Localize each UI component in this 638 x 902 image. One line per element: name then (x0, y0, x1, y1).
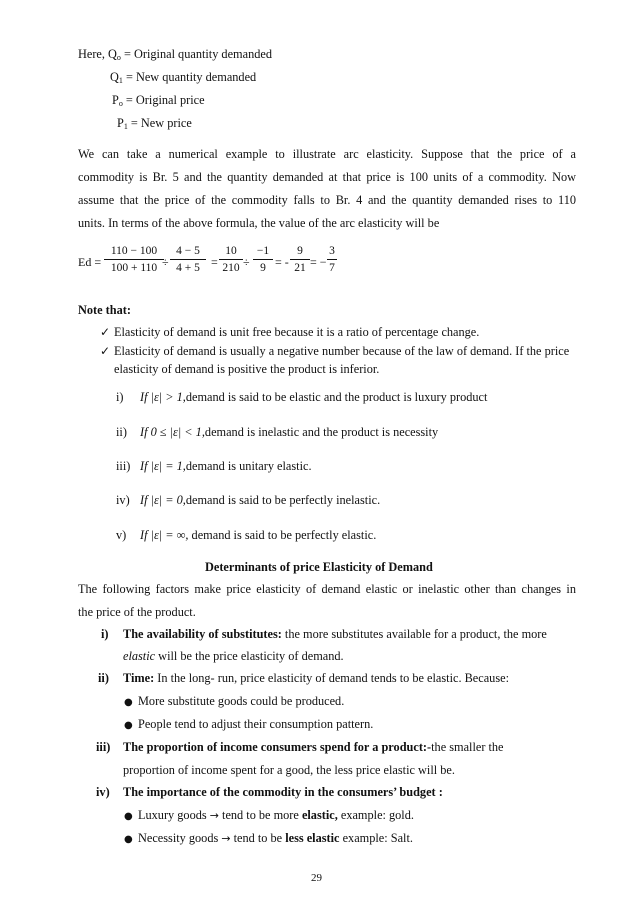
determinants-intro-line-1: The following factors make price elasticity of demand elastic or inelastic other than changes in (78, 582, 576, 596)
fraction-6-denominator: 7 (329, 262, 335, 274)
case-2: ii) If 0 ≤ |ε| < 1,demand is inelastic and the product is necessity (116, 425, 439, 439)
fraction-2-denominator: 4 + 5 (176, 262, 200, 274)
def-q0: Here, $Q_o$ = Original quantity demanded (78, 47, 272, 62)
fraction-4-denominator: 9 (260, 262, 266, 274)
bullet-icon: ● (124, 834, 133, 845)
case-4: iv) If |ε| = 0,demand is said to be perfectly inelastic. (116, 493, 381, 507)
note-item-1: ✓ Elasticity of demand is unit free because it is a ratio of percentage change. (100, 325, 480, 339)
fraction-2 (170, 245, 206, 274)
time-bullet-1: ● More substitute goods could be produced. (124, 694, 345, 708)
determinant-3-continued: proportion of income spent for a good, the less price elastic will be. (123, 763, 455, 777)
fraction-1 (104, 245, 164, 274)
fraction-4 (253, 245, 273, 274)
bullet-icon: ● (124, 811, 133, 822)
page-number: 29 (311, 872, 322, 884)
case-5: v) If |ε| = ∞, demand is said to be perfectly elastic. (116, 528, 377, 542)
note-item-2-continued: elasticity of demand is positive the product is inferior. (114, 362, 380, 376)
formula-lhs: Ed = (78, 255, 102, 269)
def-q1: $Q_1$ = New quantity demanded (110, 70, 257, 85)
bullet-icon: ● (124, 720, 133, 731)
fraction-3 (219, 245, 243, 274)
bullet-icon: ● (124, 697, 133, 708)
para1-line-4: units. In terms of the above formula, the value of the arc elasticity will be (78, 216, 440, 230)
note-heading: Note that: (78, 303, 131, 317)
right-arrow-icon: → (209, 809, 219, 822)
fraction-5 (290, 245, 310, 274)
def-p1: $P_1$ = New price (117, 116, 192, 131)
time-bullet-2: ● People tend to adjust their consumption pattern. (124, 717, 374, 731)
fraction-1-denominator: 100 + 110 (110, 262, 158, 274)
case-3: iii) If |ε| = 1,demand is unitary elastic. (116, 459, 312, 473)
fraction-6 (327, 245, 337, 274)
para1-line-2: commodity is Br. 5 and the quantity demanded at that price is 100 units of a commodity. Now (78, 170, 576, 184)
equals-sign-1: = (211, 255, 218, 269)
determinant-1: i) The availability of substitutes: the more substitutes available for a product, the more (101, 627, 547, 641)
right-arrow-icon: → (221, 832, 231, 845)
para1-line-3: assume that the price of the commodity falls to Br. 4 and the quantity demanded rises to 110 (78, 193, 576, 207)
fraction-3-numerator: 10 (225, 245, 237, 257)
section-title: Determinants of price Elasticity of Demand (205, 560, 433, 574)
determinants-intro-line-2: the price of the product. (78, 605, 196, 619)
fraction-4-numerator: −1 (256, 245, 270, 257)
determinant-4: iv) The importance of the commodity in the consumers’ budget : (96, 785, 443, 799)
fraction-6-numerator: 3 (329, 245, 335, 257)
para1-line-1: We can take a numerical example to illustrate arc elasticity. Suppose that the price of a (78, 147, 576, 161)
fraction-2-numerator: 4 − 5 (176, 245, 200, 257)
importance-bullet-2: ● Necessity goods → tend to be less elastic example: Salt. (124, 831, 413, 845)
equals-minus-sign-2: = − (310, 255, 327, 269)
def-p0: $P_o$ = Original price (112, 93, 205, 108)
determinant-1-continued: elastic will be the price elasticity of demand. (123, 649, 344, 663)
checkmark-icon: ✓ (100, 325, 111, 339)
determinant-3: iii) The proportion of income consumers spend for a product:-the smaller the (96, 740, 504, 754)
checkmark-icon: ✓ (100, 344, 111, 358)
fraction-5-numerator: 9 (297, 245, 303, 257)
equals-minus-sign: = - (275, 255, 289, 269)
divide-sign-2: ÷ (243, 255, 250, 269)
note-item-2: ✓ Elasticity of demand is usually a negative number because of the law of demand. If the price (100, 344, 570, 358)
divide-sign-1: ÷ (162, 255, 169, 269)
fraction-5-denominator: 21 (294, 262, 306, 274)
determinant-2: ii) Time: In the long- run, price elasticity of demand tends to be elastic. Because: (98, 671, 509, 685)
fraction-3-denominator: 210 (222, 262, 240, 274)
case-1: i) If |ε| > 1,demand is said to be elastic and the product is luxury product (116, 390, 488, 404)
fraction-1-numerator: 110 − 100 (110, 245, 158, 257)
importance-bullet-1: ● Luxury goods → tend to be more elastic, example: gold. (124, 808, 414, 822)
